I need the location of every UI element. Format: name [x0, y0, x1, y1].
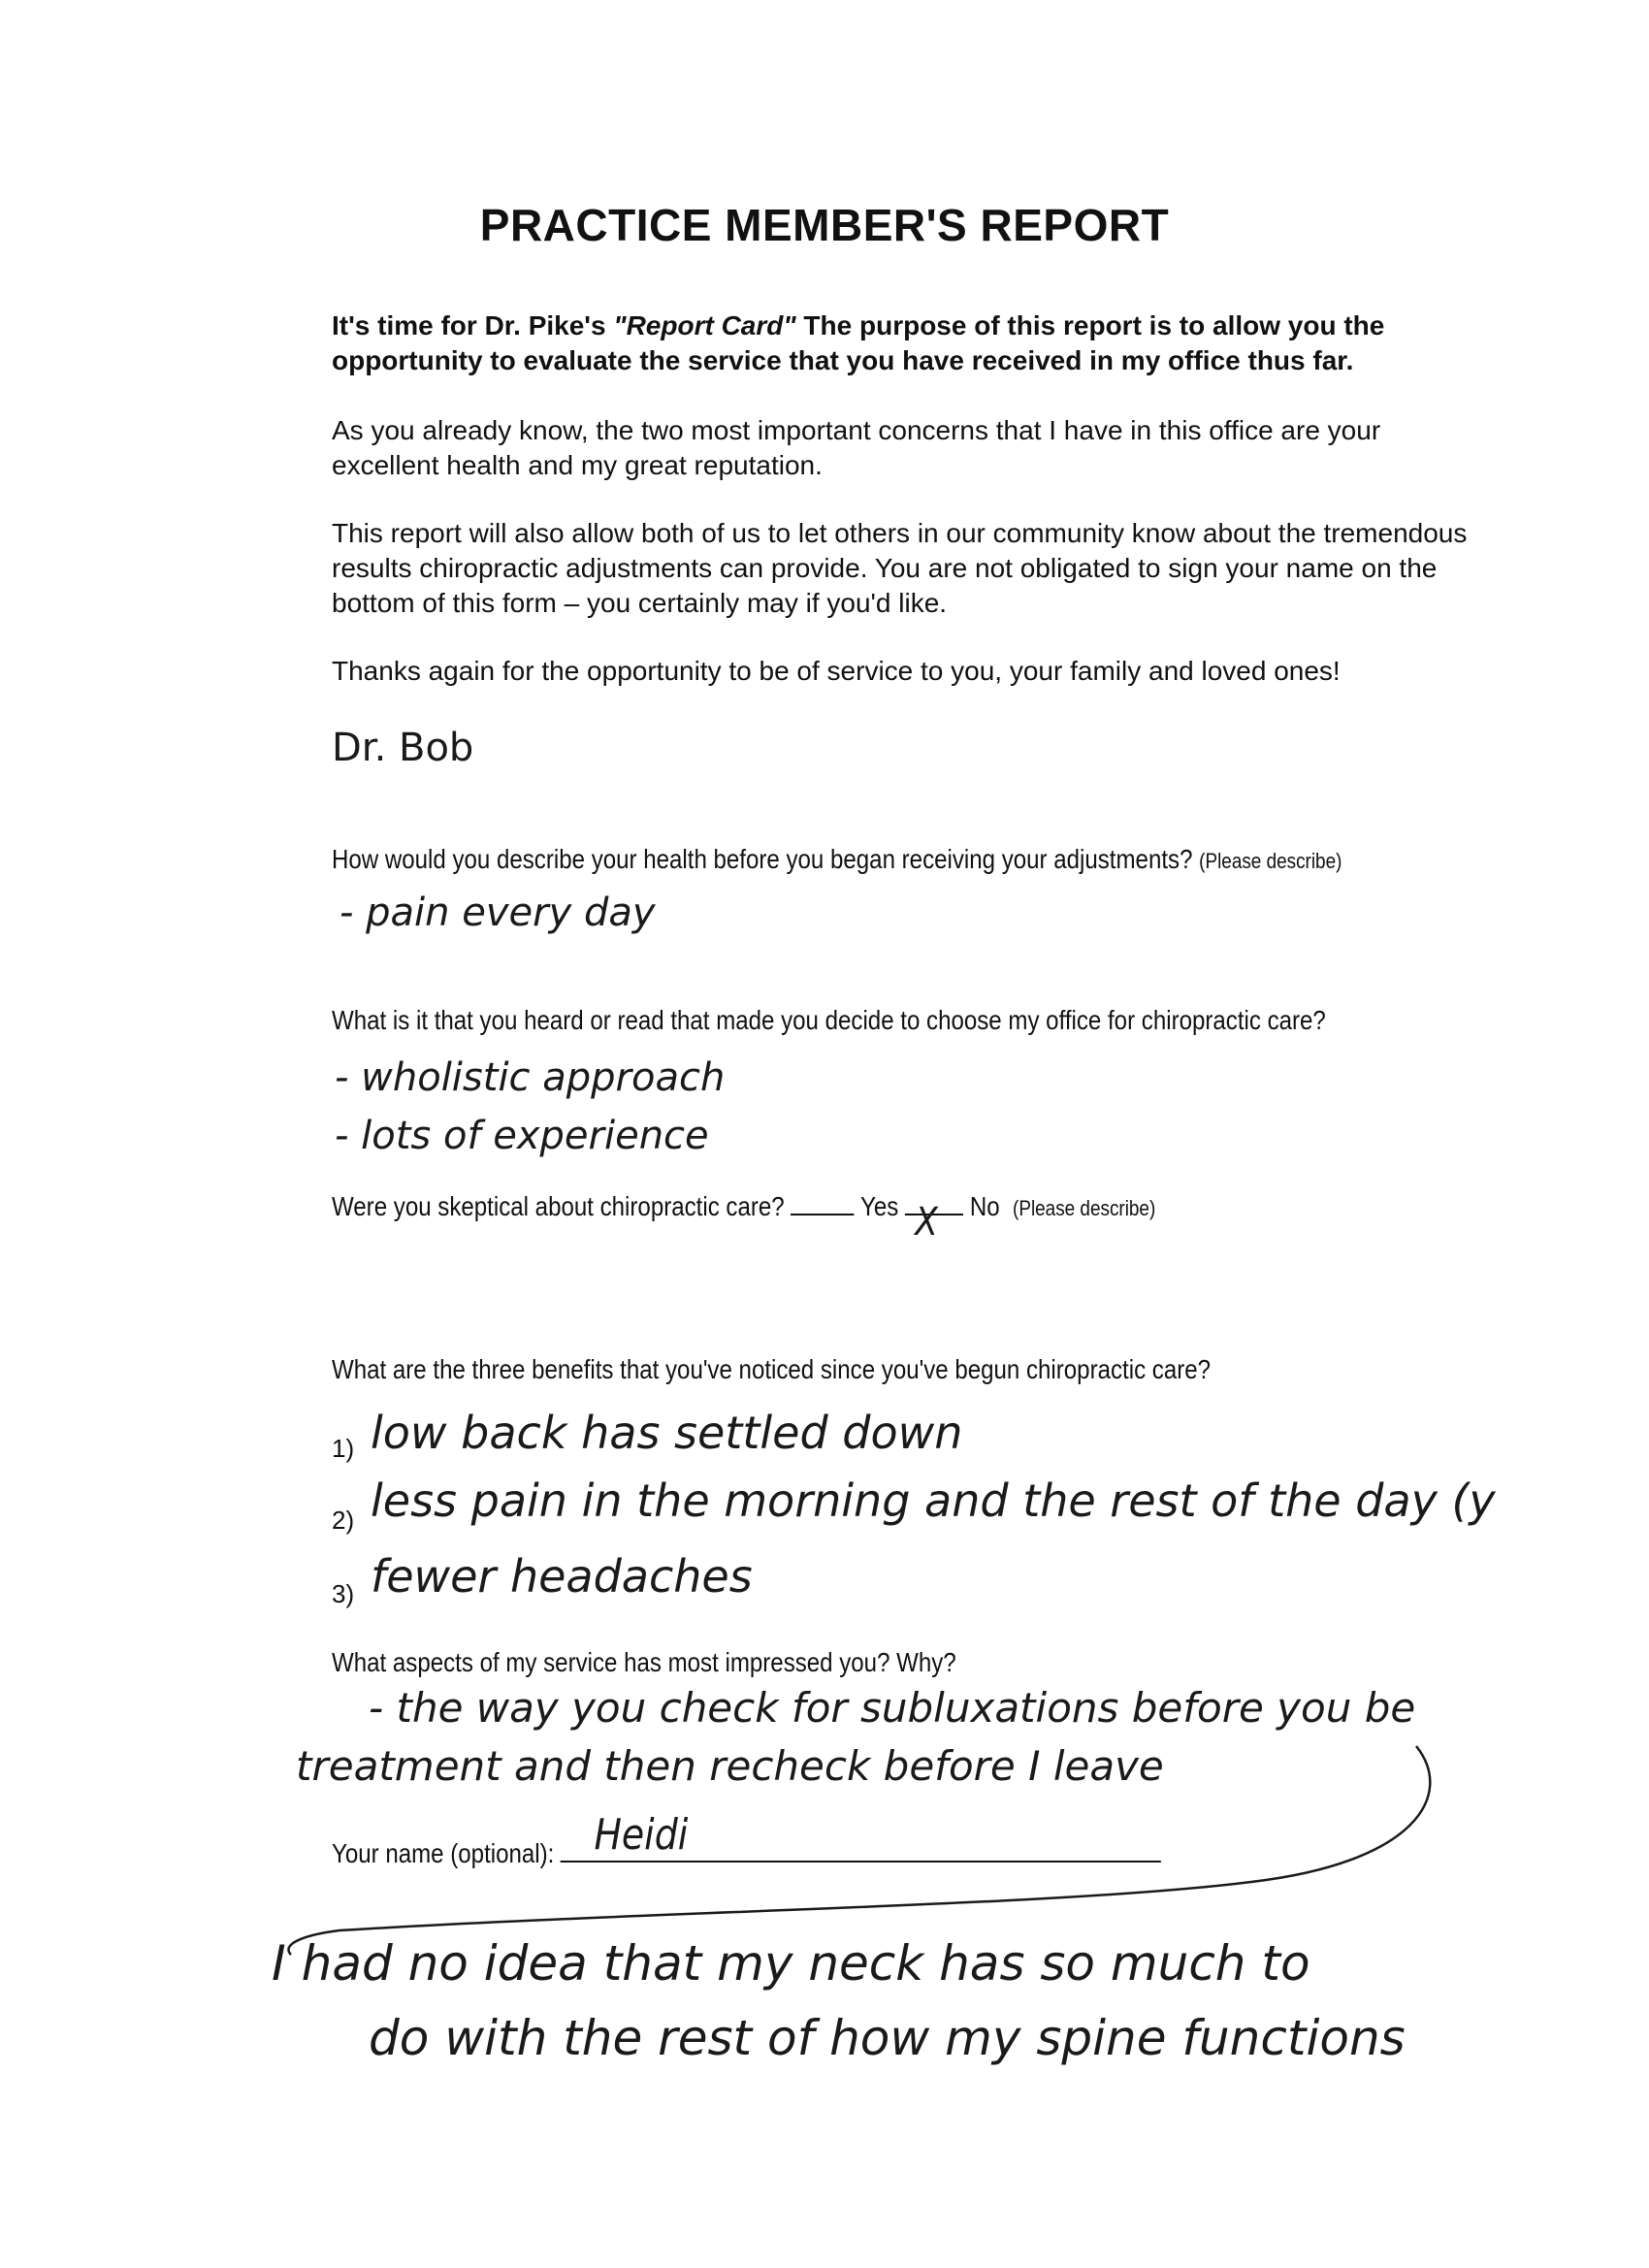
- handwritten-arrow-icon: [262, 1736, 1465, 1960]
- question-health-before: [332, 844, 1342, 875]
- benefit-answer-1: low back has settled down: [371, 1407, 963, 1459]
- benefit-number-3: 3): [332, 1579, 355, 1608]
- signature-dr-bob: Dr. Bob: [332, 726, 474, 770]
- question-most-impressed: What aspects of my service has most impressed you? Why?: [332, 1647, 956, 1677]
- intro-bold-prefix: It's time for Dr. Pike's: [332, 310, 614, 340]
- intro-bold-suffix: The purpose of this report is to allow you the opportunity to evaluate the service that you have received in my office thus far.: [332, 310, 1385, 375]
- yes-blank: [791, 1214, 854, 1215]
- extra-note-line-1: I had no idea that my neck has so much to: [272, 1935, 1310, 1992]
- yes-label: Yes: [859, 1191, 899, 1221]
- benefit-answer-2: less pain in the morning and the rest of the day (y: [371, 1474, 1496, 1527]
- question-why-chose-office: What is it that you heard or read that made you decide to choose my office for chiropractic care?: [332, 1005, 1326, 1035]
- no-blank: [905, 1200, 963, 1245]
- question-text: How would you describe your health before you began receiving your adjustments?: [332, 844, 1193, 874]
- benefit-number-2: 2): [332, 1506, 355, 1535]
- intro-paragraph-1: [332, 308, 1486, 378]
- answer-why-chose-office-1: - wholistic approach: [335, 1055, 726, 1100]
- intro-paragraph-4: Thanks again for the opportunity to be of service to you, your family and loved ones!: [332, 656, 1341, 686]
- impressed-answer-line-1: - the way you check for subluxations before you be: [369, 1684, 1416, 1732]
- benefit-answer-3: fewer headaches: [371, 1550, 753, 1603]
- no-check-mark: X: [915, 1200, 938, 1245]
- page-title: PRACTICE MEMBER'S REPORT: [479, 200, 1170, 250]
- no-label: No: [969, 1191, 1000, 1221]
- intro-report-card: "Report Card": [613, 310, 796, 340]
- question-note: (Please describe): [1013, 1196, 1156, 1220]
- impressed-answer-line-2: treatment and then recheck before I leave: [296, 1742, 1164, 1790]
- question-note: (Please describe): [1199, 849, 1342, 873]
- question-text: Were you skeptical about chiropractic care?: [332, 1191, 785, 1221]
- question-three-benefits: What are the three benefits that you've noticed since you've begun chiropractic care?: [332, 1354, 1212, 1384]
- intro-paragraph-3: This report will also allow both of us to let others in our community know about the tremendous results chiropractic adjustments can provide. You are not obligated to sign your name on the bottom of this form – you certainly may if you'd like.: [332, 518, 1468, 618]
- name-field-label: Your name (optional):: [332, 1838, 555, 1868]
- intro-paragraph-2: As you already know, the two most important concerns that I have in this office are your excellent health and my great reputation.: [332, 415, 1381, 480]
- answer-health-before: - pain every day: [340, 891, 656, 935]
- answer-why-chose-office-2: - lots of experience: [335, 1114, 709, 1158]
- extra-note-line-2: do with the rest of how my spine functions: [369, 2010, 1406, 2066]
- question-skeptical: [332, 1191, 1156, 1245]
- benefit-number-1: 1): [332, 1434, 355, 1463]
- name-field-value: Heidi: [594, 1810, 689, 1860]
